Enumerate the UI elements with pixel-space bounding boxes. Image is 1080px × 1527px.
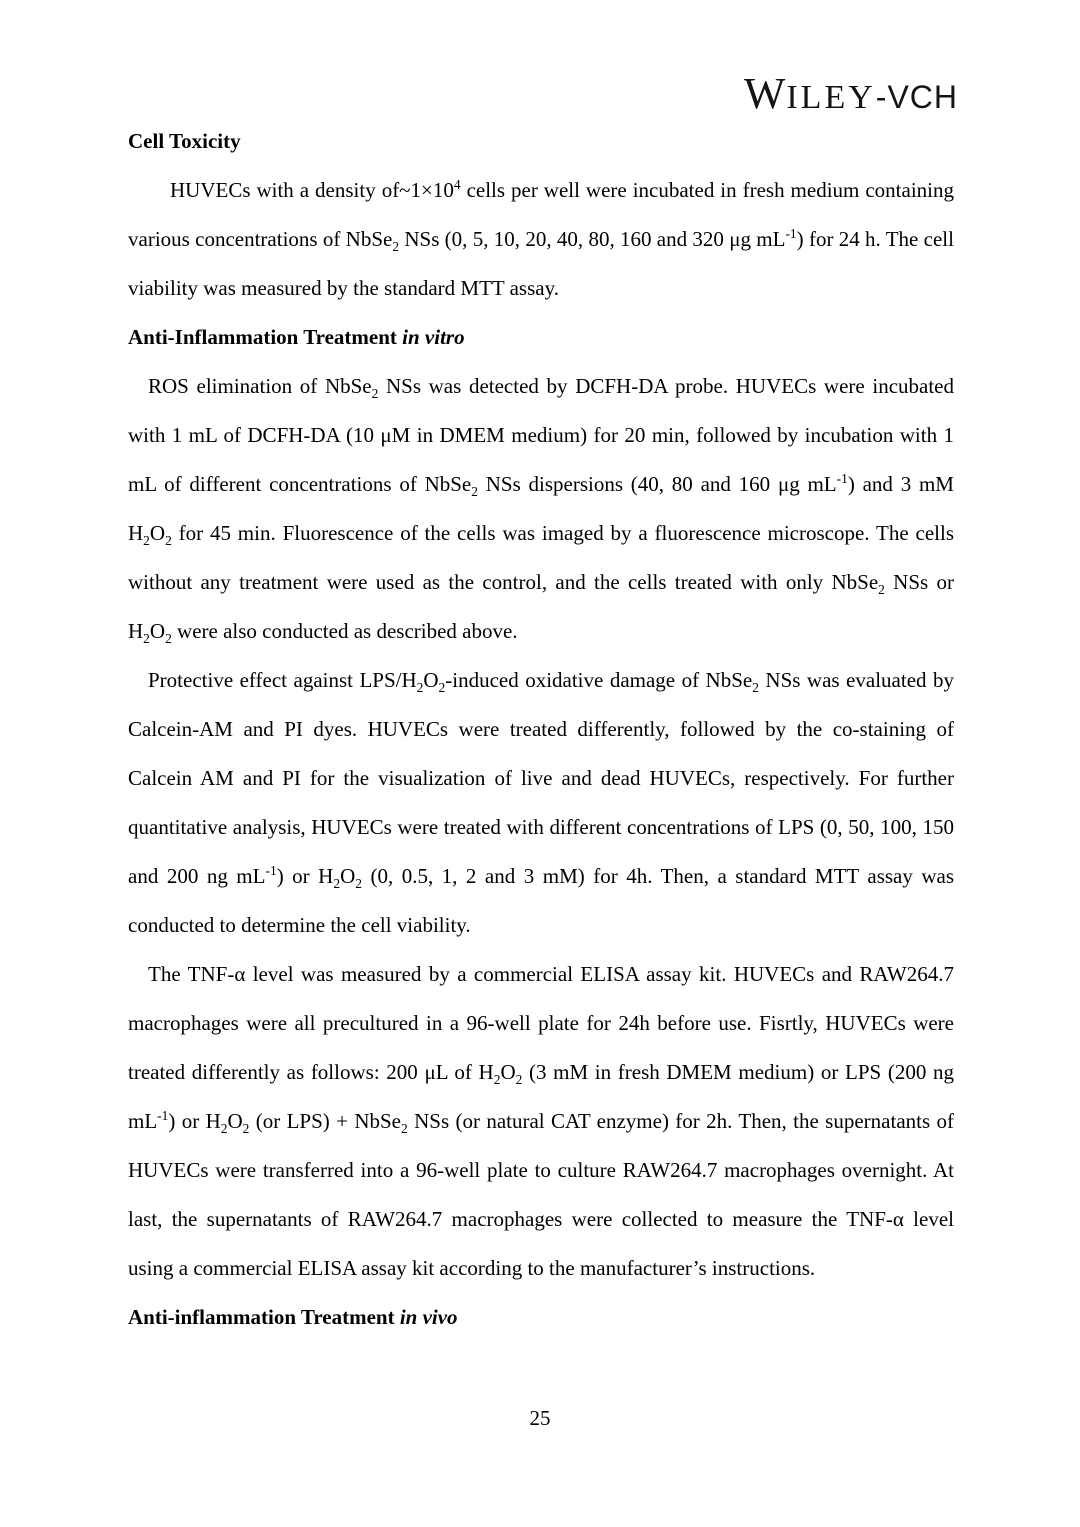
page-number: 25 [529,1406,551,1430]
logo-sans-part: -VCH [875,79,958,115]
heading-anti-inflammation-vitro: Anti-Inflammation Treatment in vitro [128,325,465,349]
wiley-vch-logo [744,68,958,119]
heading-cell-toxicity: Cell Toxicity [128,129,241,153]
paragraph-tnf-level: The TNF-α level was measured by a commercial ELISA assay kit. HUVECs and RAW264.7 macrophages were all precultured in a 96-well plate for 24h before use. Fisrtly, HUVECs were treated differently as follows: 200 μL of $H_2O_2$ (3 mM in fresh DMEM medium) or LPS (200 ng $mL^{-1}$) or $H_2O_2$ (or LPS) + NbSe$_2$ NSs (or natural CAT enzyme) for 2h. Then, the supernatants of HUVECs were transferred into a 96-well plate to culture RAW264.7 macrophages overnight. At last, the supernatants of RAW264.7 macrophages were collected to measure the TNF-α level using a commercial ELISA assay kit according to the manufacturer’s instructions. [128,962,955,1280]
paragraph-protective-effect: Protective effect against LPS/$H_2O_2$-induced oxidative damage of NbSe$_2$ NSs was evaluated by Calcein-AM and PI dyes. HUVECs were treated differently, followed by the co-staining of Calcein AM and PI for the visualization of live and dead HUVECs, respectively. For further quantitative analysis, HUVECs were treated with different concentrations of LPS (0, 50, 100, 150 and 200 ng $mL^{-1}$) or $H_2O_2$ (0, 0.5, 1, 2 and 3 mM) for 4h. Then, a standard MTT assay was conducted to determine the cell viability. [128,668,955,937]
document-body [128,117,954,1342]
paragraph-ros-elimination: ROS elimination of NbSe$_2$ NSs was detected by DCFH-DA probe. HUVECs were incubated with 1 mL of DCFH-DA (10 μM in DMEM medium) for 20 min, followed by incubation with 1 mL of different concentrations of NbSe$_2$ NSs dispersions (40, 80 and 160 μg $mL^{-1}$) and 3 mM $H_2O_2$ for 45 min. Fluorescence of the cells was imaged by a fluorescence microscope. The cells without any treatment were used as the control, and the cells treated with only NbSe$_2$ NSs or $H_2O_2$ were also conducted as described above. [128,374,954,647]
paragraph-cell-toxicity: HUVECs with a density $of\sim 1\times 10^4$ cells per well were incubated in fresh medium containing various concentrations of NbSe$_2$ NSs (0, 5, 10, 20, 40, 80, 160 and 320 μg $mL^{-1}$) for 24 h. The cell viability was measured by the standard MTT assay. [128,177,954,300]
heading-anti-inflammation-vivo: Anti-inflammation Treatment in vivo [128,1305,458,1329]
logo-serif-initial: W [743,69,787,118]
logo-serif-rest: ILEY [786,79,876,116]
